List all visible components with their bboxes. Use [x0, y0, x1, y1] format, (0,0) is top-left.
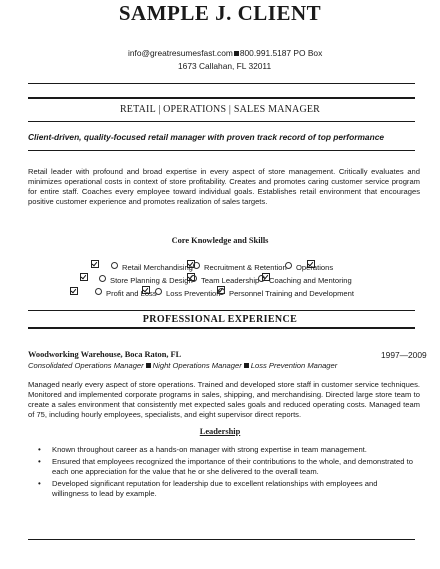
phone-text: 800.991.5187 PO Box: [239, 48, 323, 58]
section-title-experience: PROFESSIONAL EXPERIENCE: [142, 314, 298, 325]
skill-item: Personnel Training and Development: [218, 288, 354, 298]
skill-item: Coaching and Mentoring: [258, 275, 352, 285]
bullet-circle-icon: [193, 262, 200, 269]
skill-item: Profit and Loss: [95, 288, 157, 298]
skill-item: Operations: [285, 262, 333, 272]
bullet-circle-icon: [258, 275, 265, 282]
separator-square-icon: [234, 51, 239, 56]
job-title: Night Operations Manager: [152, 361, 242, 370]
summary-paragraph: Retail leader with profound and broad expertise in every aspect of store management. Critically evaluates and minimizes operational costs in context of store profitability. Creates and promotes caring customer service program for entire staff. Coaches every employee toward individual goals. Establishes retail environment that encourages positive customer experience and promotes realization of sales targets.: [28, 167, 420, 206]
list-item: • Ensured that employees recognized the importance of their contributions to the whole, and demonstrated to each one appreciation for the value that he or she delivered to the overall team.: [52, 457, 414, 477]
list-item: • Developed significant reputation for leadership due to excellent relationships with employees and willingness to lead by example.: [52, 479, 414, 499]
tagline-divider: [28, 150, 415, 151]
skill-item: Team Leadership: [190, 275, 259, 285]
leadership-title: Leadership: [199, 427, 241, 436]
list-item: • Known throughout career as a hands-on manager with strong expertise in team management.: [52, 445, 414, 455]
core-skills-title: Core Knowledge and Skills: [171, 236, 269, 245]
email-text: info@greatresumesfast.com: [128, 48, 233, 58]
skill-item: Loss Prevention: [155, 288, 220, 298]
headline: RETAIL | OPERATIONS | SALES MANAGER: [119, 104, 321, 115]
bullet-circle-icon: [111, 262, 118, 269]
header-divider: [28, 83, 415, 84]
resume-name: SAMPLE J. CLIENT: [118, 1, 322, 25]
experience-rule-bottom: [28, 327, 415, 329]
skill-item: Retail Merchandising: [111, 262, 193, 272]
tagline: Client-driven, quality-focused retail manager with proven track record of top performance: [28, 132, 385, 142]
headline-rule-top: [28, 97, 415, 99]
checkbox-icon: [80, 273, 88, 281]
job-titles: [28, 361, 337, 370]
bullet-circle-icon: [99, 275, 106, 282]
experience-paragraph: Managed nearly every aspect of store operations. Trained and developed store staff in customer service techniques. Monitored and implemented corporate programs in sales, shipping, and merchandising. Directed large store team to create a sales environment that consistently met expected sales goals and reduced operating costs. Managed team of 75, including hourly employees, specialists, and eight supervisor direct reports.: [28, 380, 420, 419]
employer-name: Woodworking Warehouse, Boca Raton, FL: [28, 350, 182, 359]
leadership-bullets: [52, 445, 414, 501]
checkbox-icon: [70, 287, 78, 295]
separator-square-icon: [244, 363, 249, 368]
checkbox-icon: [91, 260, 99, 268]
job-title: Consolidated Operations Manager: [28, 361, 144, 370]
skill-item: Store Planning & Design: [99, 275, 193, 285]
job-title: Loss Prevention Manager: [250, 361, 338, 370]
address-text: 1673 Callahan, FL 32011: [178, 61, 272, 71]
bullet-circle-icon: [95, 288, 102, 295]
footer-rule: [28, 539, 415, 540]
experience-rule-top: [28, 310, 415, 311]
bullet-circle-icon: [285, 262, 292, 269]
headline-rule-bottom: [28, 121, 415, 122]
contact-line: [128, 48, 322, 59]
employment-dates: 1997—2009: [381, 350, 427, 360]
separator-square-icon: [146, 363, 151, 368]
bullet-circle-icon: [190, 275, 197, 282]
bullet-circle-icon: [155, 288, 162, 295]
bullet-circle-icon: [218, 288, 225, 295]
skill-item: Recruitment & Retention: [193, 262, 287, 272]
